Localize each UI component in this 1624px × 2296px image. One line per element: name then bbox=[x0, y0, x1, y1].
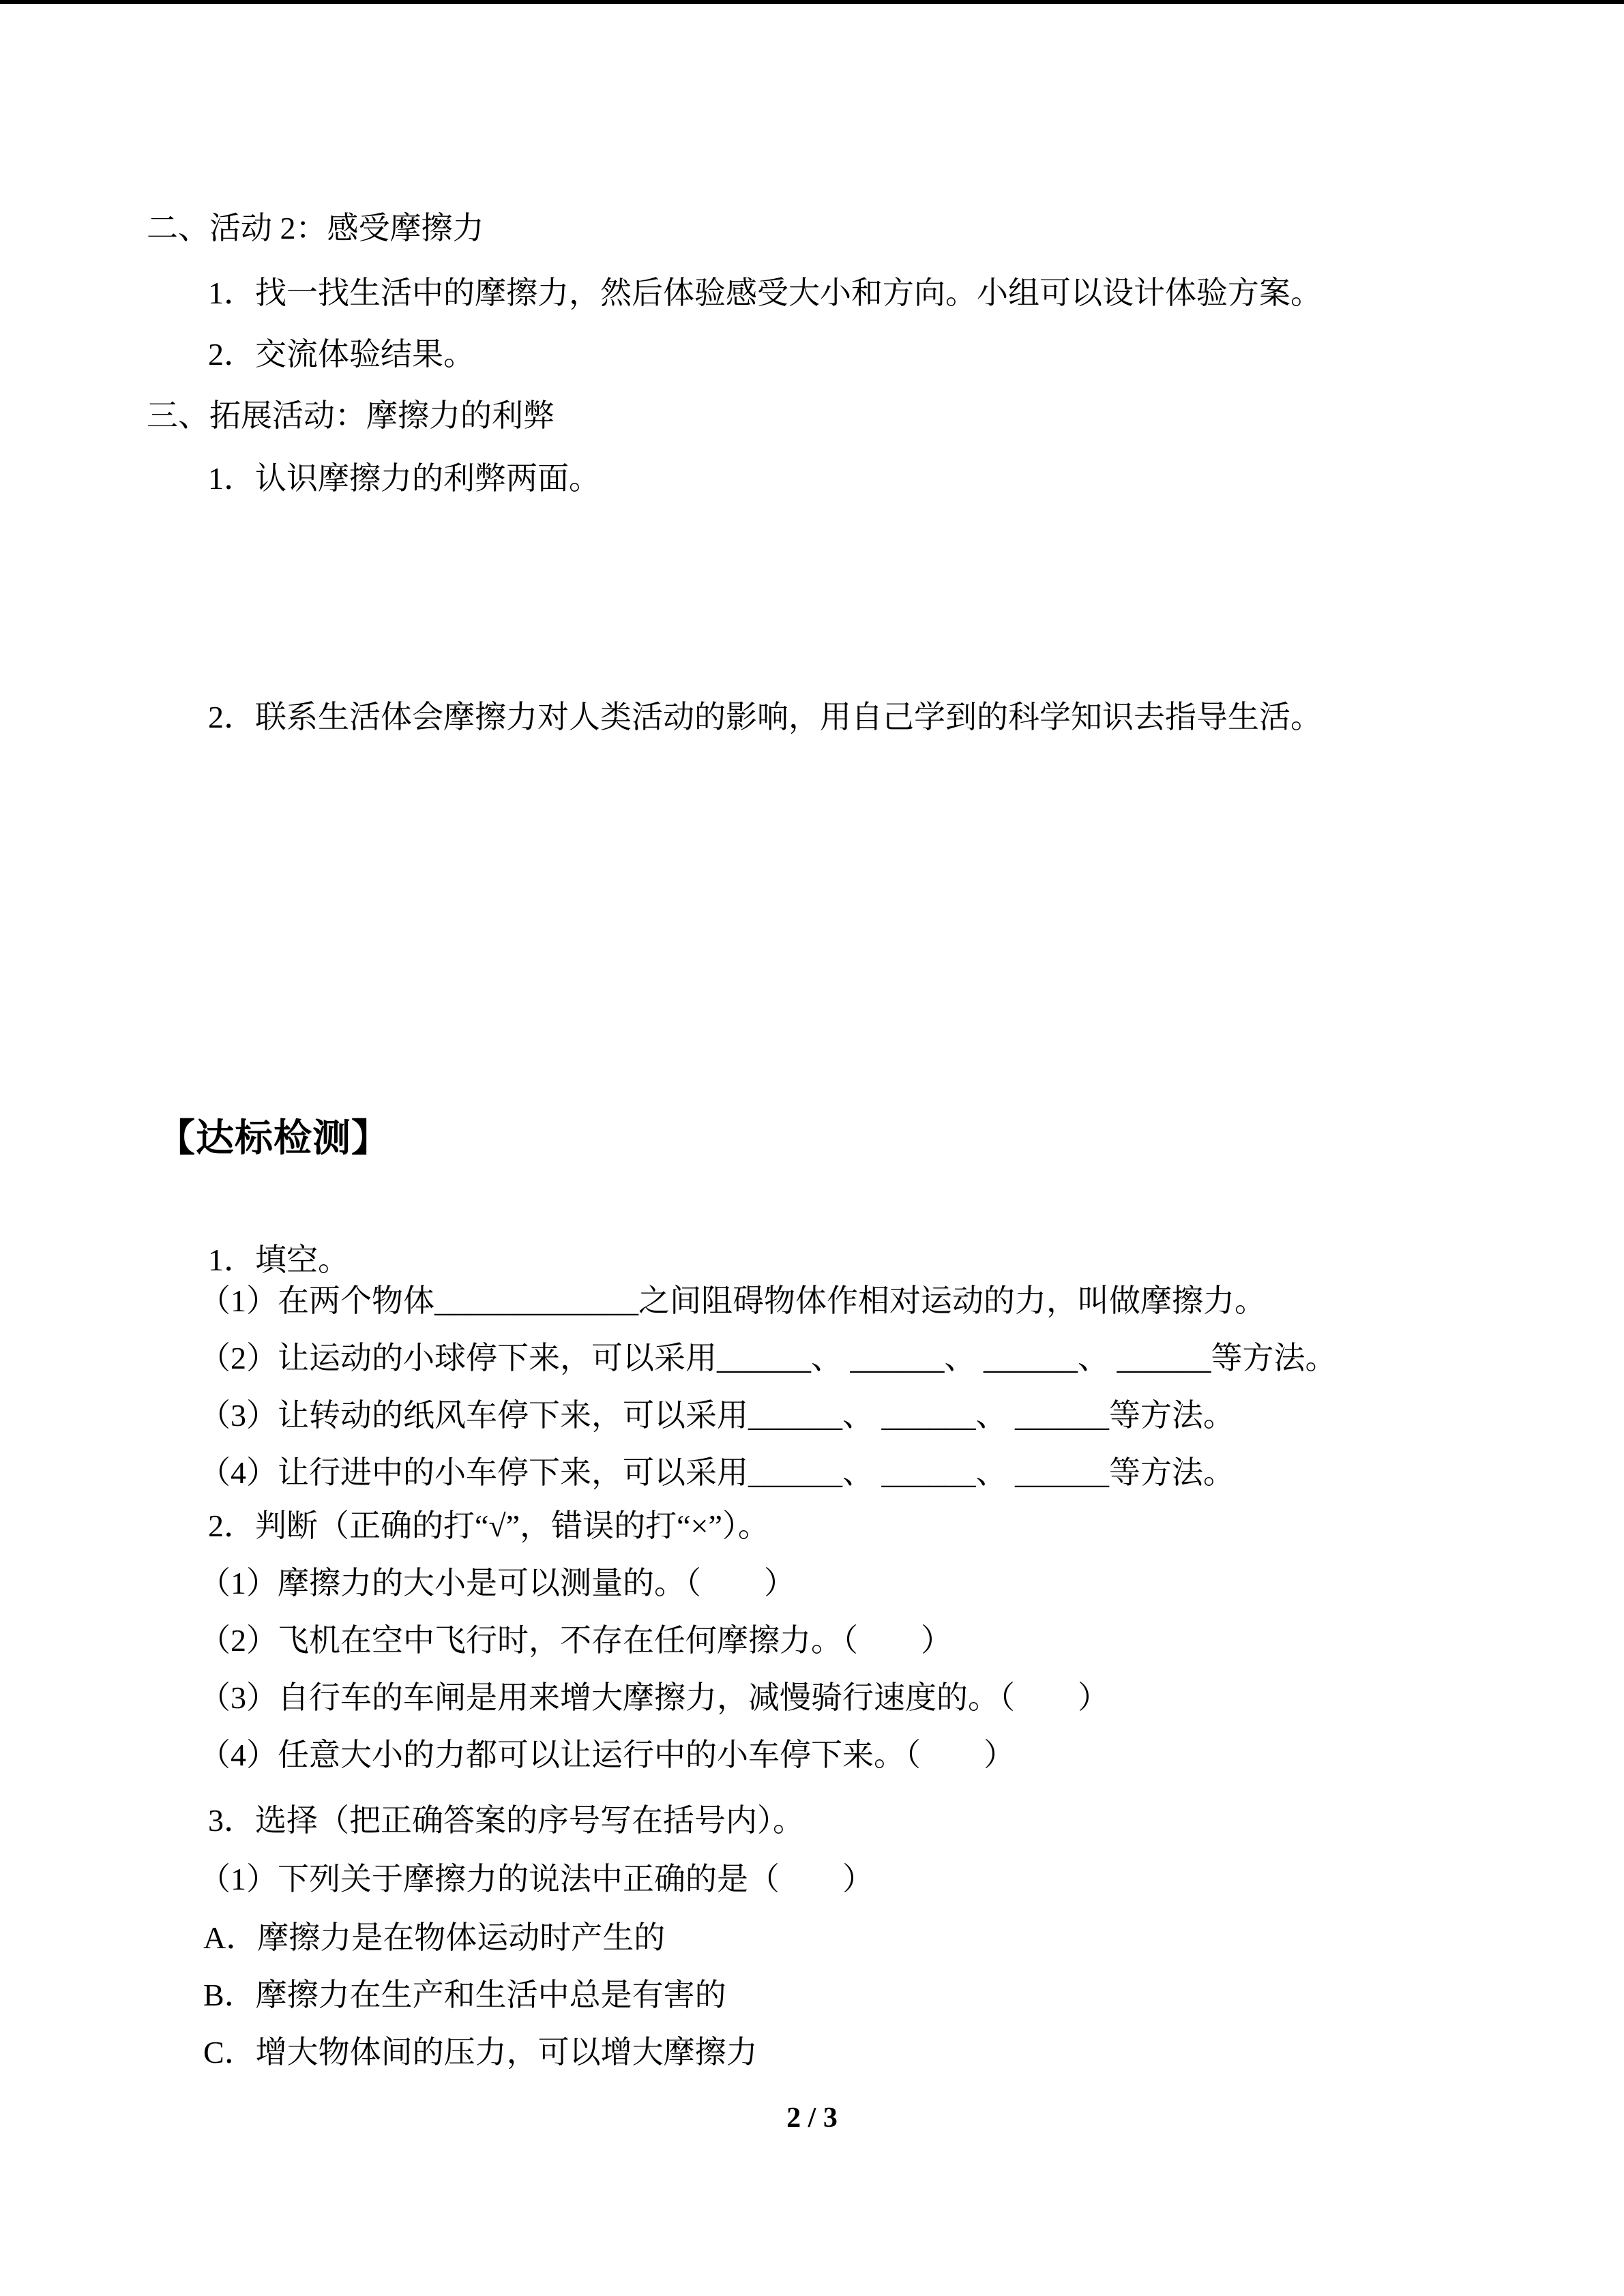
page-number: 2 / 3 bbox=[786, 2102, 838, 2134]
choice-option-c: C．增大物体间的压力，可以增大摩擦力 bbox=[203, 2035, 758, 2070]
fill-blank-stem: 1．填空。 bbox=[208, 1242, 349, 1277]
fill-blank-item-3: （3）让转动的纸风车停下来，可以采用______、 ______、 ______等方法。 bbox=[199, 1398, 1235, 1433]
fill-blank-item-2: （2）让运动的小球停下来，可以采用______、 ______、 ______、 ______等方法。 bbox=[199, 1341, 1337, 1375]
choice-stem: 3．选择（把正确答案的序号写在括号内）。 bbox=[208, 1803, 804, 1838]
judge-item-1: （1）摩擦力的大小是可以测量的。（ ） bbox=[199, 1566, 795, 1600]
extension-step-1: 1．认识摩擦力的利弊两面。 bbox=[208, 461, 600, 496]
extension-step-2: 2．联系生活体会摩擦力对人类活动的影响，用自己学到的科学知识去指导生活。 bbox=[208, 700, 1322, 734]
choice-question-1: （1）下列关于摩擦力的说法中正确的是（ ） bbox=[199, 1862, 874, 1896]
choice-option-b: B．摩擦力在生产和生活中总是有害的 bbox=[203, 1978, 726, 2012]
fill-blank-item-4: （4）让行进中的小车停下来，可以采用______、 ______、 ______等方法。 bbox=[199, 1455, 1235, 1490]
section-heading-extension: 三、拓展活动：摩擦力的利弊 bbox=[147, 398, 555, 433]
section-heading-assessment: 【达标检测】 bbox=[157, 1118, 390, 1160]
judge-item-3: （3）自行车的车闸是用来增大摩擦力，减慢骑行速度的。（ ） bbox=[199, 1680, 1109, 1715]
page-top-border bbox=[0, 0, 1624, 4]
judge-stem: 2．判断（正确的打“√”，错误的打“×”）。 bbox=[208, 1508, 769, 1543]
judge-item-4: （4）任意大小的力都可以让运行中的小车停下来。（ ） bbox=[199, 1738, 1015, 1772]
judge-item-2: （2）飞机在空中飞行时，不存在任何摩擦力。（ ） bbox=[199, 1623, 952, 1658]
activity2-step-2: 2．交流体验结果。 bbox=[208, 337, 475, 372]
activity2-step-1: 1．找一找生活中的摩擦力，然后体验感受大小和方向。小组可以设计体验方案。 bbox=[208, 275, 1322, 310]
section-heading-activity2: 二、活动 2：感受摩擦力 bbox=[147, 211, 484, 245]
fill-blank-item-1: （1）在两个物体_____________之间阻碍物体作相对运动的力，叫做摩擦力。 bbox=[199, 1283, 1266, 1318]
choice-option-a: A．摩擦力是在物体运动时产生的 bbox=[203, 1920, 666, 1955]
